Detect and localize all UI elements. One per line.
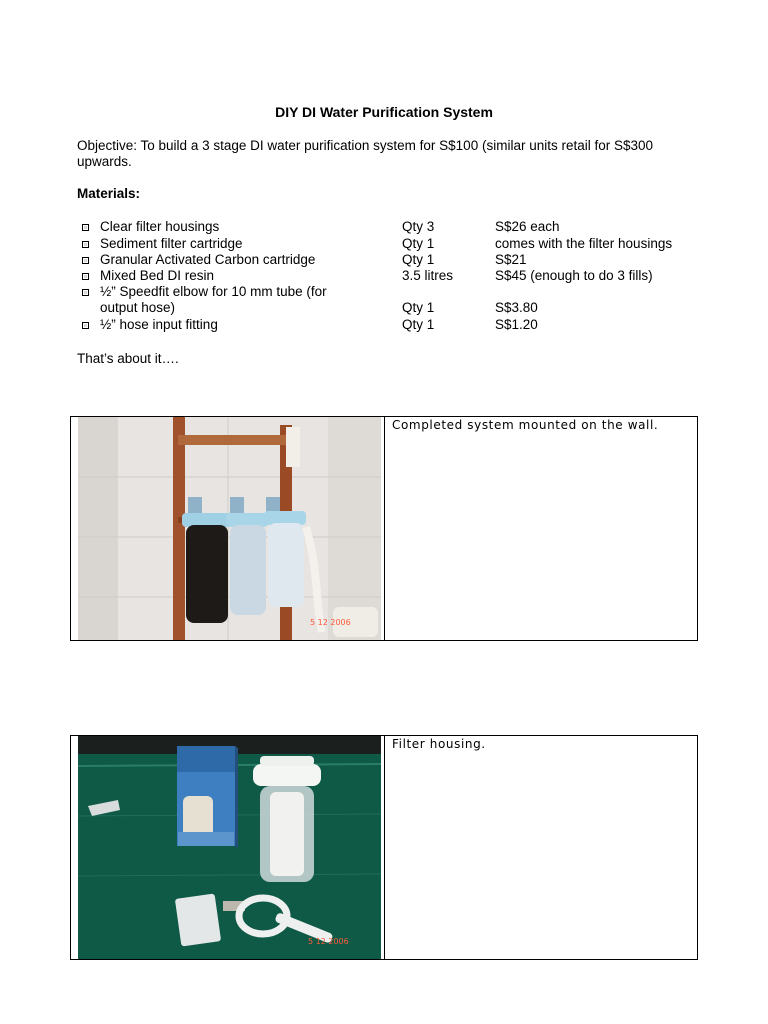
list-item bbox=[82, 252, 722, 268]
material-price: S$45 (enough to do 3 fills) bbox=[495, 268, 653, 283]
checkbox-bullet-icon bbox=[82, 241, 89, 248]
checkbox-bullet-icon bbox=[82, 322, 89, 329]
photo-caption: Completed system mounted on the wall. bbox=[392, 418, 659, 432]
list-item bbox=[82, 219, 722, 235]
photo-filter-housing bbox=[78, 736, 381, 959]
list-item bbox=[82, 236, 722, 252]
material-name: Granular Activated Carbon cartridge bbox=[100, 252, 316, 267]
table-divider bbox=[384, 417, 385, 640]
material-name: Mixed Bed DI resin bbox=[100, 268, 215, 283]
material-price: S$1.20 bbox=[495, 317, 538, 332]
material-price: S$26 each bbox=[495, 219, 560, 234]
material-qty: 3.5 litres bbox=[402, 268, 454, 283]
material-qty: Qty 1 bbox=[402, 300, 435, 315]
materials-heading: Materials: bbox=[77, 186, 141, 201]
list-item bbox=[82, 284, 722, 316]
table-divider bbox=[384, 736, 385, 959]
photo-date-stamp: 5 12 2006 bbox=[308, 937, 349, 946]
objective-paragraph: Objective: To build a 3 stage DI water purification system for S$100 (similar units retail for S$300 upwards. bbox=[77, 138, 654, 169]
checkbox-bullet-icon bbox=[82, 257, 89, 264]
photo-table-wall-system bbox=[70, 416, 698, 641]
checkbox-bullet-icon bbox=[82, 273, 89, 280]
photo-date-stamp: 5 12 2006 bbox=[310, 618, 351, 627]
checkbox-bullet-icon bbox=[82, 224, 89, 231]
material-name: ½” Speedfit elbow for 10 mm tube (for output hose) bbox=[100, 284, 327, 315]
material-name: Sediment filter cartridge bbox=[100, 236, 243, 251]
material-name: ½” hose input fitting bbox=[100, 317, 218, 332]
list-item bbox=[82, 317, 722, 333]
list-item bbox=[82, 268, 722, 284]
material-price: comes with the filter housings bbox=[495, 236, 673, 251]
material-qty: Qty 3 bbox=[402, 219, 435, 234]
document-title: DIY DI Water Purification System bbox=[275, 104, 493, 120]
photo-table-filter-housing bbox=[70, 735, 698, 960]
material-name: Clear filter housings bbox=[100, 219, 220, 234]
material-price: S$21 bbox=[495, 252, 527, 267]
material-price: S$3.80 bbox=[495, 300, 538, 315]
material-qty: Qty 1 bbox=[402, 317, 435, 332]
closing-text: That’s about it…. bbox=[77, 351, 179, 366]
material-qty: Qty 1 bbox=[402, 252, 435, 267]
photo-wall-mounted-system bbox=[78, 417, 381, 640]
photo-caption: Filter housing. bbox=[392, 737, 486, 751]
material-qty: Qty 1 bbox=[402, 236, 435, 251]
checkbox-bullet-icon bbox=[82, 289, 89, 296]
